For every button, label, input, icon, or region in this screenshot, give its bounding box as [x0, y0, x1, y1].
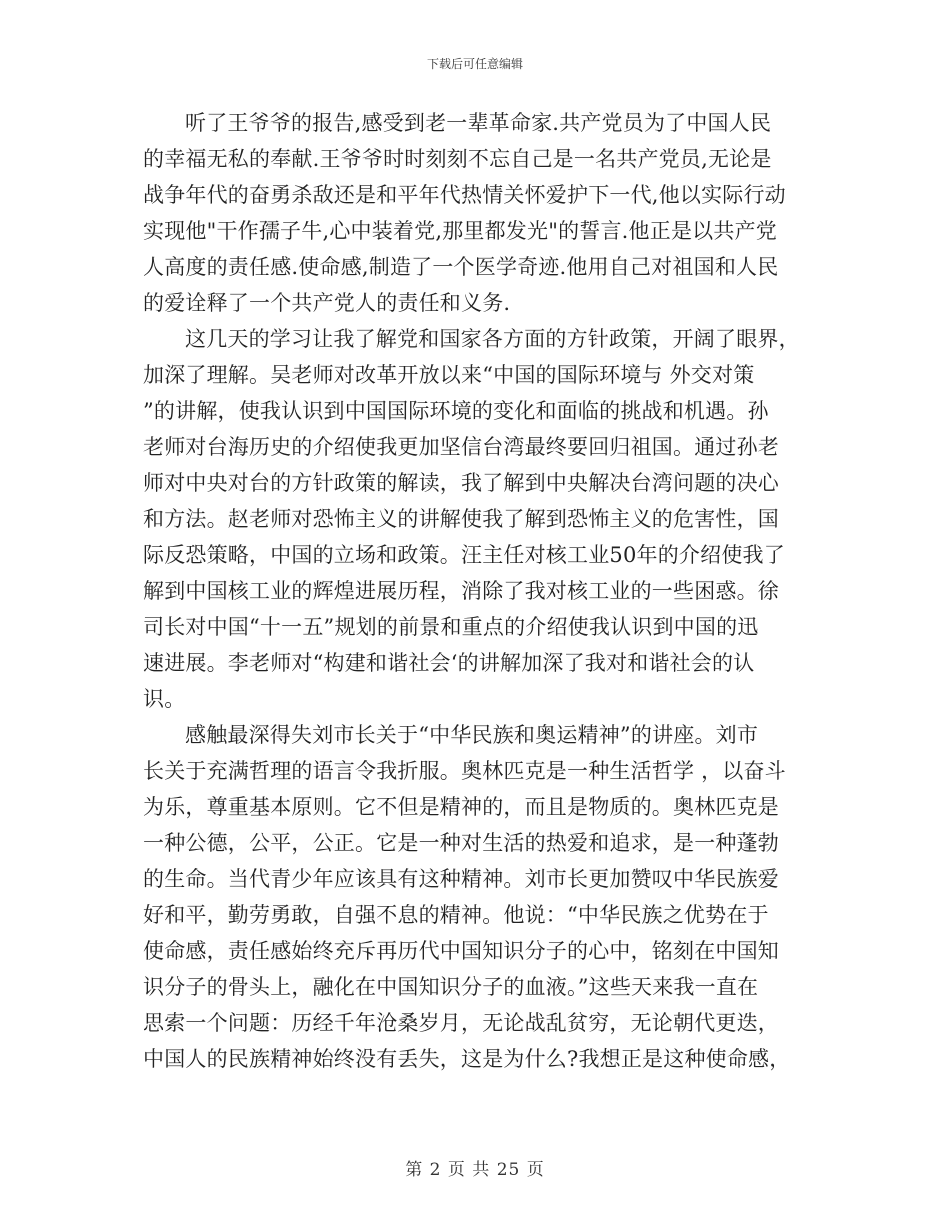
paragraph-line: 一种公德，公平，公正。它是一种对生活的热爱和追求，是一种蓬勃 — [143, 831, 779, 855]
paragraph-line: 际反恐策略，中国的立场和政策。汪主任对核工业50年的介绍使我了 — [143, 543, 785, 567]
paragraph-line: 感触最深得失刘市长关于“中华民族和奥运精神”的讲座。刘市 — [185, 723, 759, 747]
paragraph-line: ”的讲解，使我认识到中国国际环境的变化和面临的挑战和机遇。孙 — [143, 399, 769, 423]
paragraph-line: 思索一个问题：历经千年沧桑岁月，无论战乱贫穷，无论朝代更迭， — [143, 1011, 779, 1035]
paragraph-line: 这几天的学习让我了解党和国家各方面的方针政策，开阔了眼界， — [185, 327, 800, 351]
paragraph-line: 听了王爷爷的报告,感受到老一辈革命家.共产党员为了中国人民 — [185, 111, 772, 135]
document-body — [143, 105, 808, 1077]
paragraph-line: 好和平，勤劳勇敢，自强不息的精神。他说：“中华民族之优势在于 — [143, 903, 769, 927]
paragraph-line: 实现他"干作孺子牛,心中装着党,那里都发光"的誓言.他正是以共产党 — [143, 219, 777, 243]
page-header: 下载后可任意编辑 — [426, 57, 523, 71]
paragraph-line: 识分子的骨头上，融化在中国知识分子的血液。”这些天来我一直在 — [143, 975, 759, 999]
paragraph-line: 人高度的责任感.使命感,制造了一个医学奇迹.他用自己对祖国和人民 — [143, 255, 779, 279]
paragraph-line: 使命感，责任感始终充斥再历代中国知识分子的心中，铭刻在中国知 — [143, 939, 779, 963]
paragraph-line: 加深了理解。吴老师对改革开放以来“中国的国际环境与 外交对策 — [143, 363, 755, 387]
paragraph-line: 和方法。赵老师对恐怖主义的讲解使我了解到恐怖主义的危害性，国 — [143, 507, 779, 531]
paragraph-line: 战争年代的奋勇杀敌还是和平年代热情关怀爱护下一代,他以实际行动 — [143, 183, 786, 207]
paragraph-3 — [143, 717, 808, 1077]
paragraph-2 — [143, 321, 808, 717]
paragraph-line: 解到中国核工业的辉煌进展历程，消除了我对核工业的一些困惑。徐 — [143, 579, 779, 603]
paragraph-line: 识。 — [143, 687, 186, 711]
paragraph-line: 的生命。当代青少年应该具有这种精神。刘市长更加赞叹中华民族爱 — [143, 867, 779, 891]
paragraph-1 — [143, 105, 808, 321]
paragraph-line: 的幸福无私的奉献.王爷爷时时刻刻不忘自己是一名共产党员,无论是 — [143, 147, 772, 171]
paragraph-line: 司长对中国“十一五”规划的前景和重点的介绍使我认识到中国的迅 — [143, 615, 759, 639]
paragraph-line: 为乐，尊重基本原则。它不但是精神的，而且是物质的。奥林匹克是 — [143, 795, 779, 819]
page-number-footer: 第 2 页 共 25 页 — [405, 1160, 545, 1180]
paragraph-line: 师对中央对台的方针政策的解读，我了解到中央解决台湾问题的决心 — [143, 471, 779, 495]
paragraph-line: 中国人的民族精神始终没有丢失，这是为什么?我想正是这种使命感， — [143, 1047, 791, 1071]
paragraph-line: 老师对台海历史的介绍使我更加坚信台湾最终要回归祖国。通过孙老 — [143, 435, 779, 459]
paragraph-line: 的爱诠释了一个共产党人的责任和义务. — [143, 291, 511, 315]
paragraph-line: 速进展。李老师对“构建和谐社会‘的讲解加深了我对和谐社会的认 — [143, 651, 755, 675]
paragraph-line: 长关于充满哲理的语言令我折服。奥林匹克是一种生活哲学 ，以奋斗 — [143, 759, 786, 783]
